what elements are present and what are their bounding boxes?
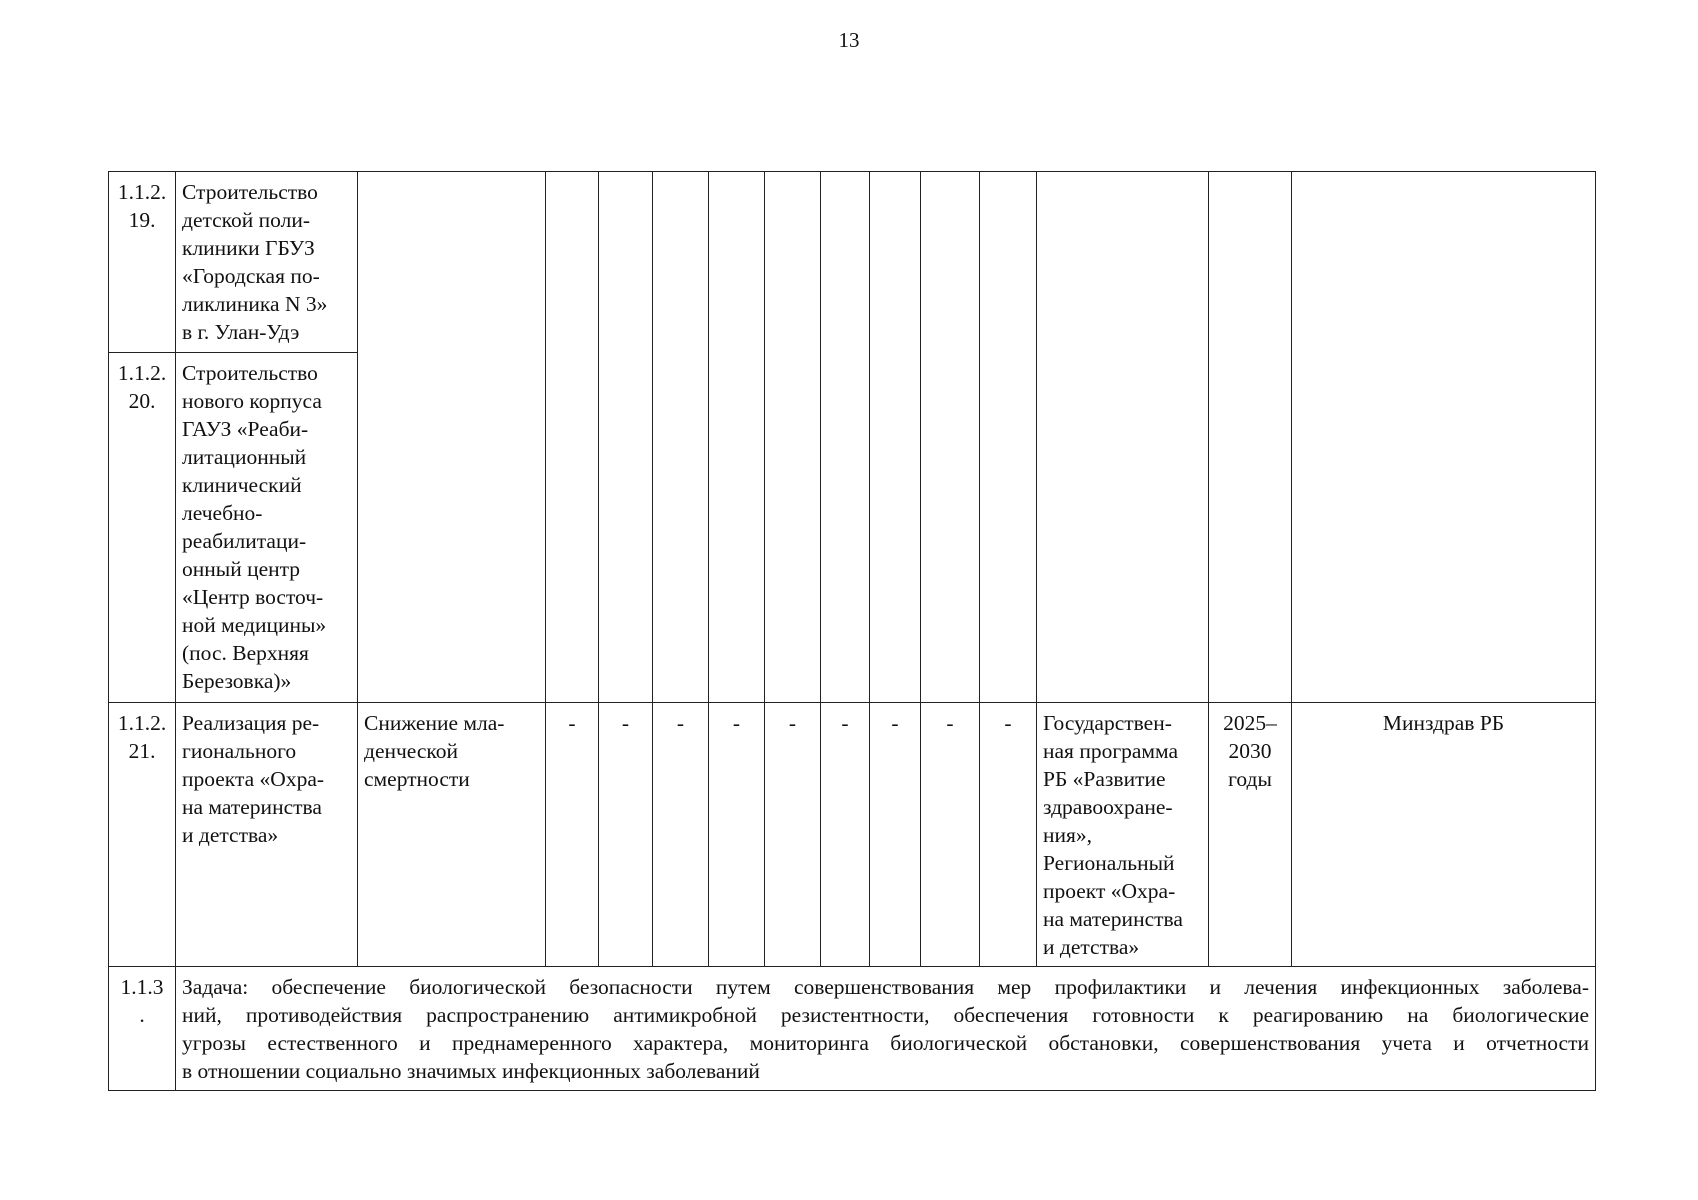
value-cell: - (599, 703, 653, 967)
value-cell-empty (546, 172, 599, 703)
executor-cell: Минздрав РБ (1292, 703, 1596, 967)
indicator-cell-empty (358, 172, 546, 703)
row-number-cell: 1.1.2. 20. (109, 353, 176, 703)
activity-name-cell: Реализация ре- гионального проекта «Охра- на материнства и детства» (176, 703, 358, 967)
value-cell-empty (921, 172, 980, 703)
value-cell-empty (599, 172, 653, 703)
value-cell: - (765, 703, 821, 967)
page-number: 13 (838, 28, 860, 52)
value-cell: - (709, 703, 765, 967)
value-cell-empty (765, 172, 821, 703)
value-cell: - (870, 703, 921, 967)
value-cell: - (980, 703, 1037, 967)
value-cell-empty (870, 172, 921, 703)
value-cell-empty (653, 172, 709, 703)
table-row-19 (109, 172, 1596, 353)
task-row (109, 967, 1596, 1091)
value-cell: - (921, 703, 980, 967)
task-number-cell: 1.1.3 . (109, 967, 176, 1091)
activities-table (108, 171, 1596, 1091)
activity-name-cell: Строительство детской поли- клиники ГБУЗ «Городская по- ликлиника N 3» в г. Улан-Удэ (176, 172, 358, 353)
period-cell-empty (1209, 172, 1292, 703)
value-cell: - (653, 703, 709, 967)
indicator-cell: Снижение мла- денческой смертности (358, 703, 546, 967)
program-cell: Государствен- ная программа РБ «Развитие здравоохране- ния», Региональный проект «Охра- на материнства и детства» (1037, 703, 1209, 967)
value-cell-empty (709, 172, 765, 703)
row-number-cell: 1.1.2. 21. (109, 703, 176, 967)
value-cell-empty (821, 172, 870, 703)
value-cell: - (821, 703, 870, 967)
task-description-cell: Задача: обеспечение биологической безопасности путем совершенствования мер профилактики и лечения инфекционных заболева- ний, противодействия распространению антимикробной резистентности, обеспечения готовности к реагированию на биологические угрозы естественного и преднамеренного характера, мониторинга биологической обстановки, совершенствования учета и отчетности в отношении социально значимых инфекционных заболеваний (176, 967, 1596, 1091)
period-cell: 2025– 2030 годы (1209, 703, 1292, 967)
value-cell: - (546, 703, 599, 967)
program-cell-empty (1037, 172, 1209, 703)
activity-name-cell: Строительство нового корпуса ГАУЗ «Реаби- литационный клинический лечебно- реабилитаци- онный центр «Центр восточ- ной медицины» (пос. Верхняя Березовка)» (176, 353, 358, 703)
value-cell-empty (980, 172, 1037, 703)
executor-cell-empty (1292, 172, 1596, 703)
row-number-cell: 1.1.2. 19. (109, 172, 176, 353)
table-row-21 (109, 703, 1596, 967)
